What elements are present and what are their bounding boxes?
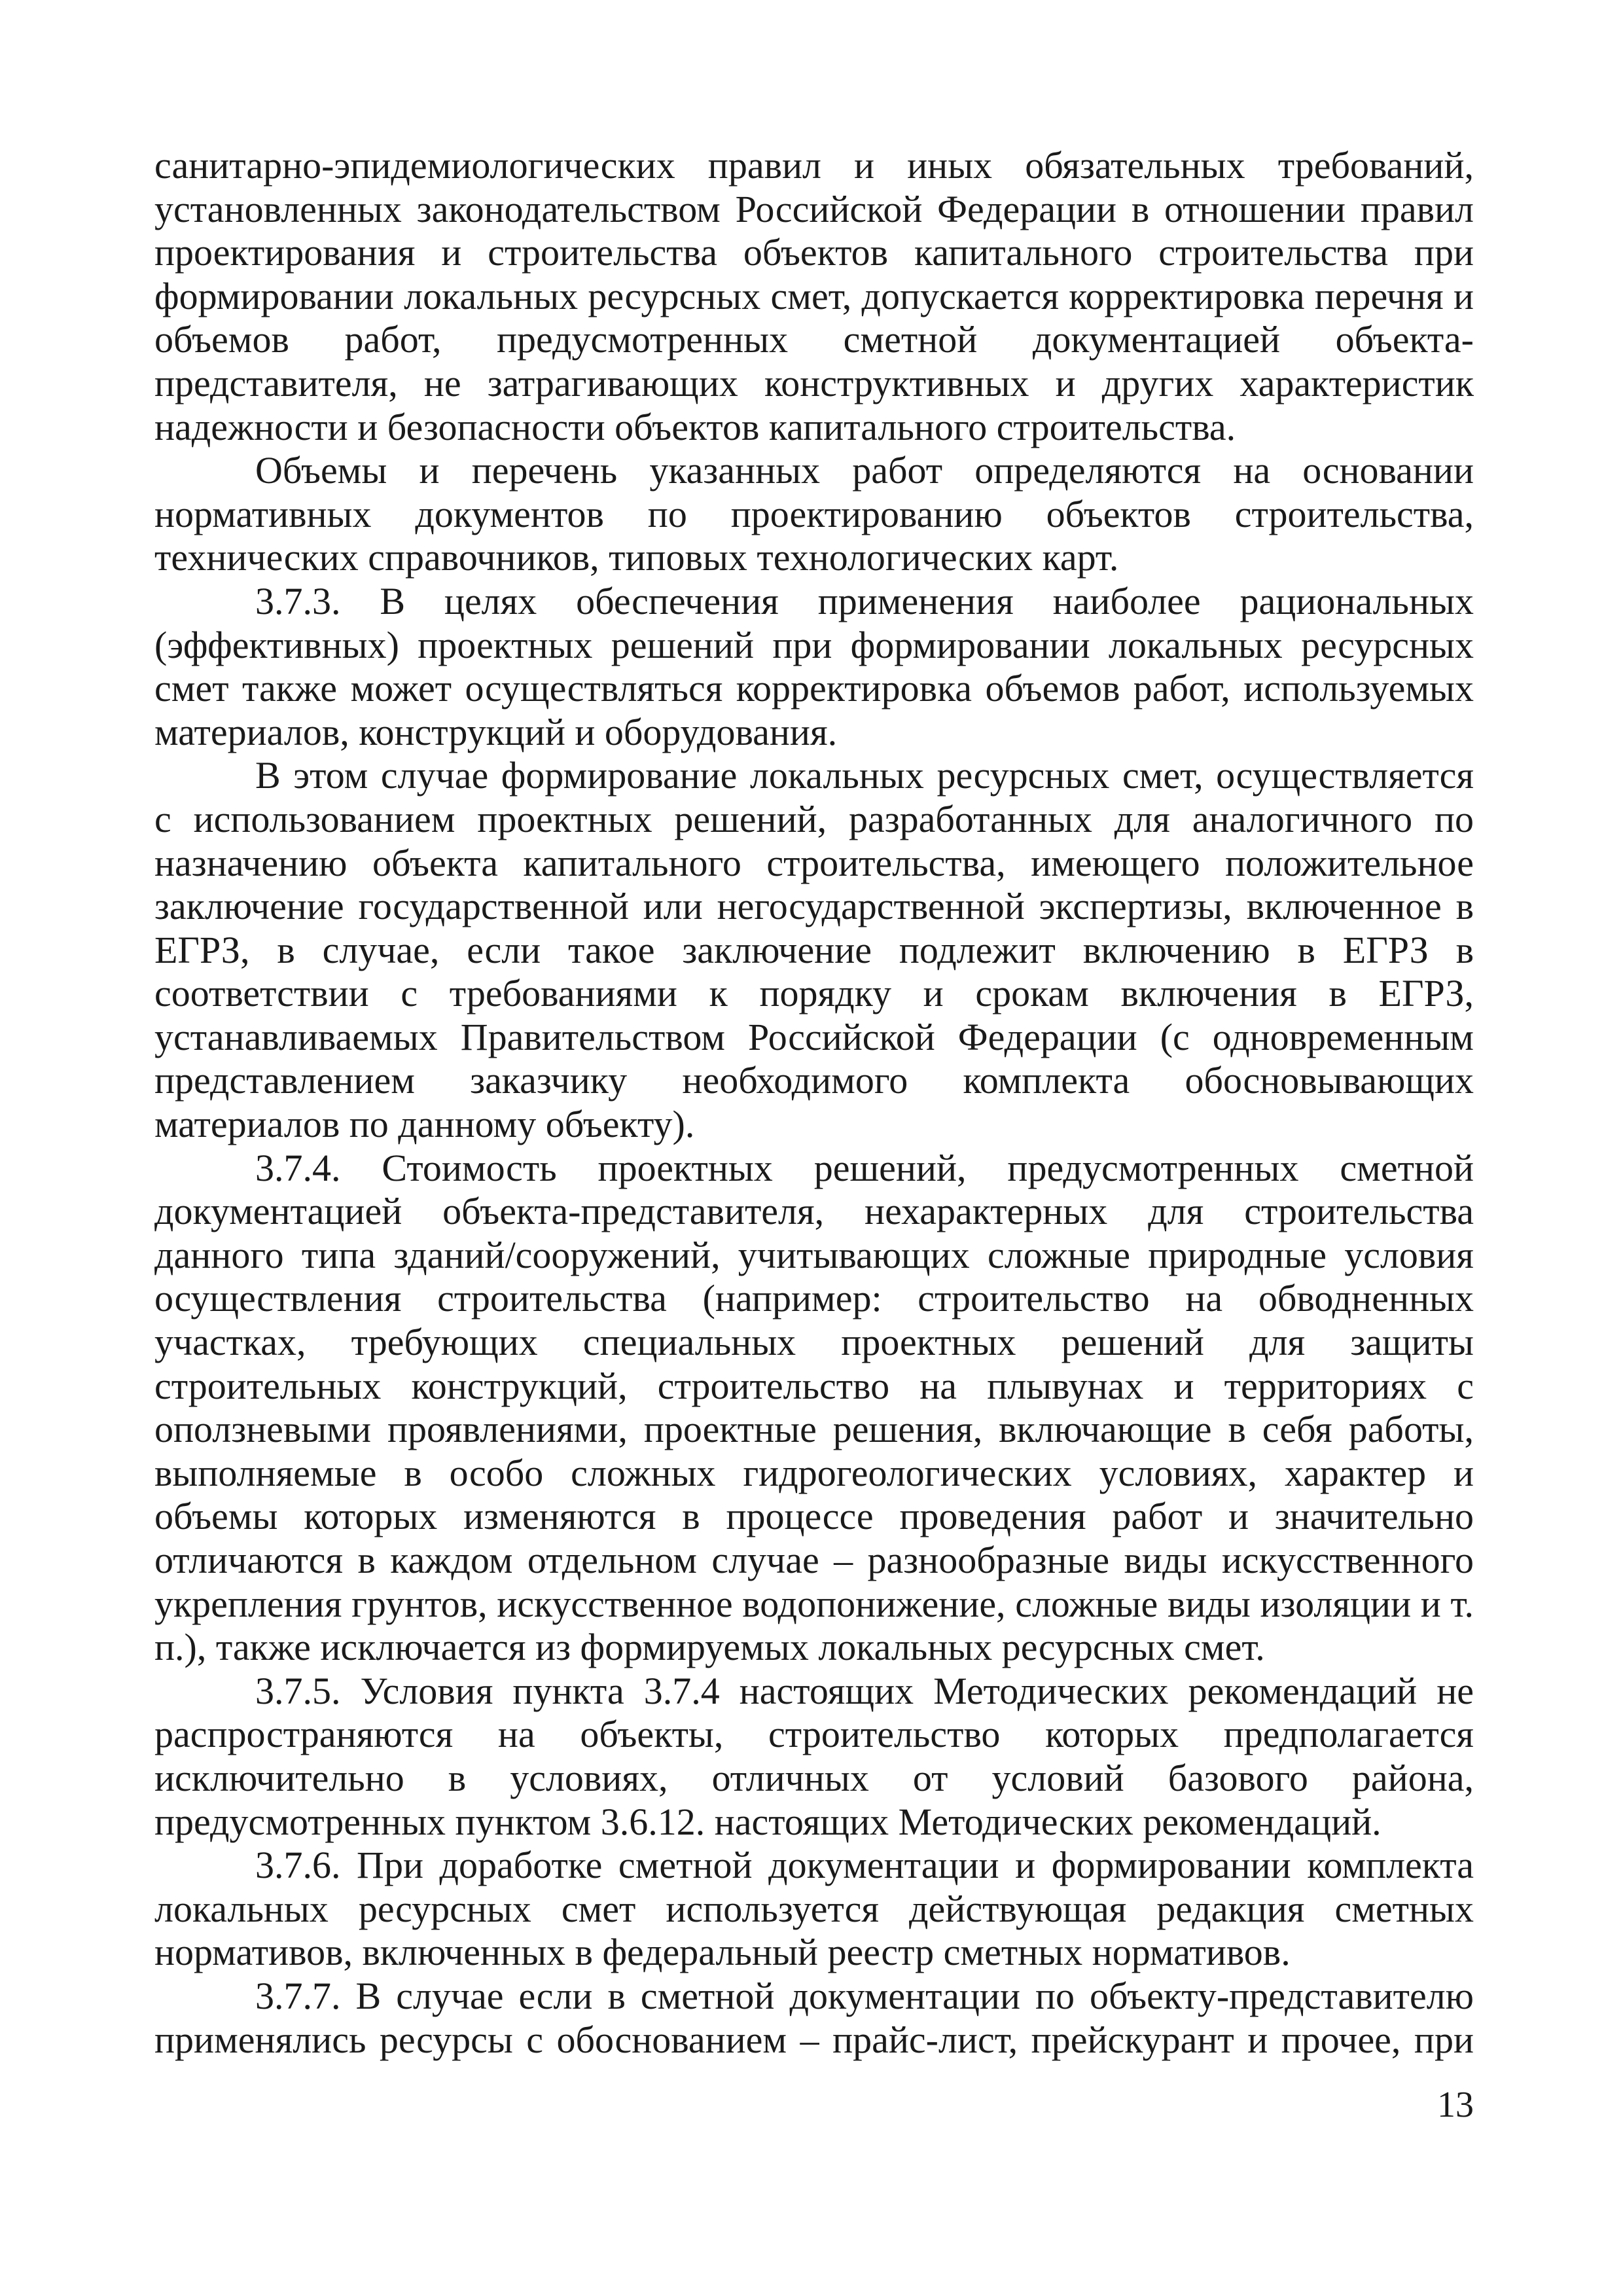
body-text (154, 144, 1474, 2062)
paragraph-volumes: Объемы и перечень указанных работ определяются на основании нормативных документов по проектированию объектов строительства, технических справочников, типовых технологических карт. (154, 449, 1474, 579)
page-number: 13 (1437, 2085, 1474, 2125)
paragraph-3-7-3: 3.7.3. В целях обеспечения применения наиболее рациональных (эффективных) проектных решений при формировании локальных ресурсных смет также может осуществляться корректировка объемов работ, используемых материалов, конструкций и оборудования. (154, 579, 1474, 753)
paragraph-3-7-5: 3.7.5. Условия пункта 3.7.4 настоящих Методических рекомендаций не распространяются на объекты, строительство которых предполагается исключительно в условиях, отличных от условий базового района, предусмотренных пунктом 3.6.12. настоящих Методических рекомендаций. (154, 1669, 1474, 1843)
paragraph-3-7-3-case: В этом случае формирование локальных ресурсных смет, осуществляется с использованием проектных решений, разработанных для аналогичного по назначению объекта капитального строительства, имеющего положительное заключение государственной или негосударственной экспертизы, включенное в ЕГРЗ, в случае, если такое заключение подлежит включению в ЕГРЗ в соответствии с требованиями к порядку и срокам включения в ЕГРЗ, устанавливаемых Правительством Российской Федерации (с одновременным представлением заказчику необходимого комплекта обосновывающих материалов по данному объекту). (154, 754, 1474, 1146)
paragraph-3-7-7: 3.7.7. В случае если в сметной документации по объекту-представителю применялись ресурсы с обоснованием – прайс-лист, прейскурант и прочее, при (154, 1974, 1474, 2061)
paragraph-continuation: санитарно-эпидемиологических правил и иных обязательных требований, установленных законодательством Российской Федерации в отношении правил проектирования и строительства объектов капитального строительства при формировании локальных ресурсных смет, допускается корректировка перечня и объемов работ, предусмотренных сметной документацией объекта-представителя, не затрагивающих конструктивных и других характеристик надежности и безопасности объектов капитального строительства. (154, 144, 1474, 448)
paragraph-3-7-4: 3.7.4. Стоимость проектных решений, предусмотренных сметной документацией объекта-представителя, нехарактерных для строительства данного типа зданий/сооружений, учитывающих сложные природные условия осуществления строительства (например: строительство на обводненных участках, требующих специальных проектных решений для защиты строительных конструкций, строительство на плывунах и территориях с оползневыми проявлениями, проектные решения, включающие в себя работы, выполняемые в особо сложных гидрогеологических условиях, характер и объемы которых изменяются в процессе проведения работ и значительно отличаются в каждом отдельном случае – разнообразные виды искусственного укрепления грунтов, искусственное водопонижение, сложные виды изоляции и т. п.), также исключается из формируемых локальных ресурсных смет. (154, 1146, 1474, 1669)
paragraph-3-7-6: 3.7.6. При доработке сметной документации и формировании комплекта локальных ресурсных смет используется действующая редакция сметных нормативов, включенных в федеральный реестр сметных нормативов. (154, 1844, 1474, 1974)
